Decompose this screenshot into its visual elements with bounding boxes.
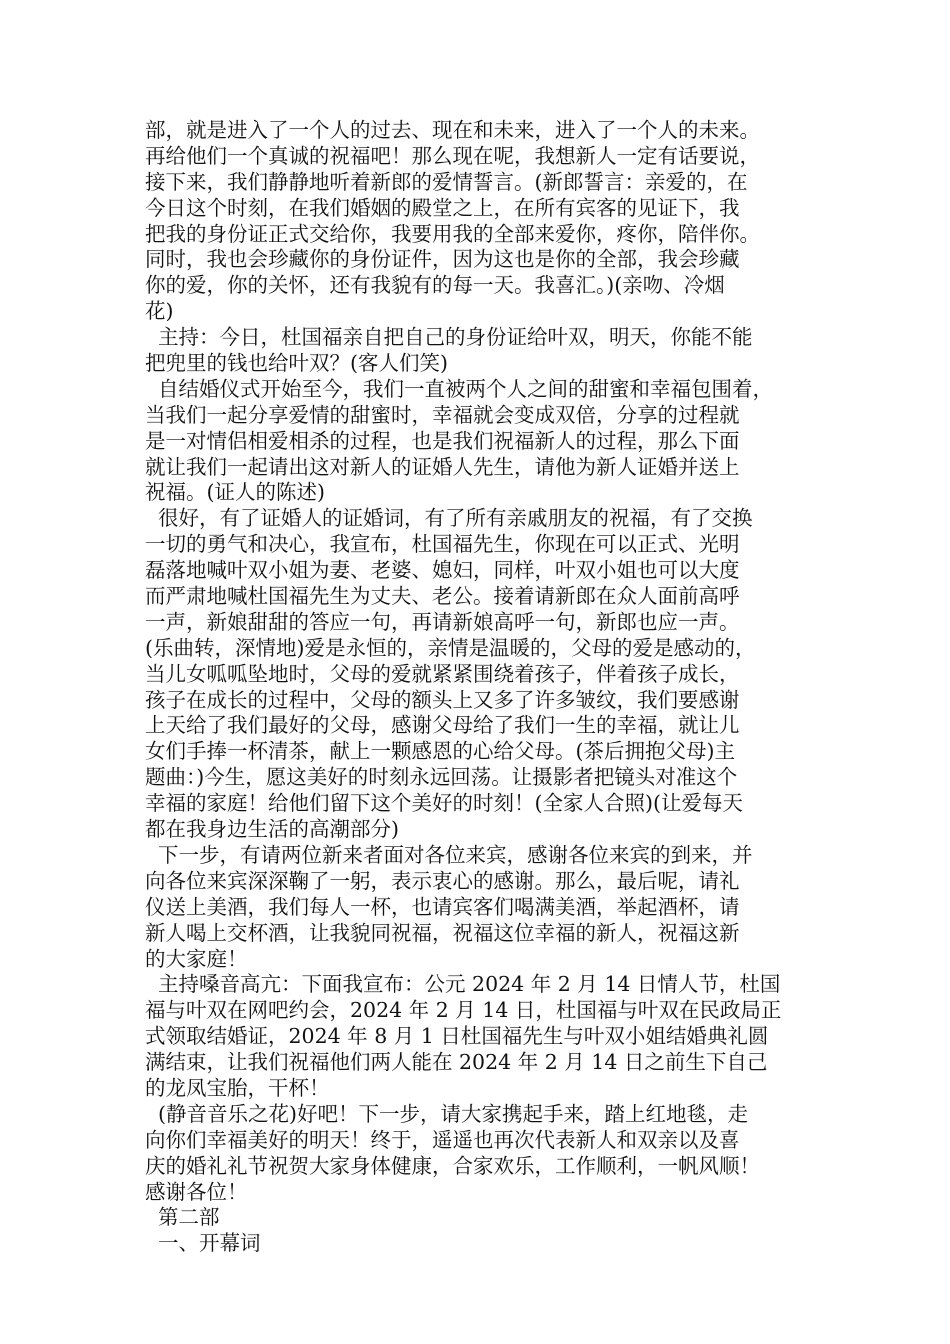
text-line: 是一对情侣相爱相杀的过程，也是我们祝福新人的过程，那么下面 bbox=[145, 428, 740, 453]
text-line: 再给他们一个真诚的祝福吧！那么现在呢，我想新人一定有话要说， bbox=[145, 143, 760, 168]
text-line: 一、开幕词 bbox=[145, 1231, 261, 1256]
text-line: 福与叶双在网吧约会，2024 年 2 月 14 日，杜国福与叶双在民政局正 bbox=[145, 998, 782, 1023]
text-line: 满结束，让我们祝福他们两人能在 2024 年 2 月 14 日之前生下自己 bbox=[145, 1050, 768, 1075]
text-line: 今日这个时刻，在我们婚姻的殿堂之上，在所有宾客的见证下，我 bbox=[145, 195, 740, 220]
text-line: 当我们一起分享爱情的甜蜜时，幸福就会变成双倍，分享的过程就 bbox=[145, 402, 740, 427]
text-line: 的大家庭！ bbox=[145, 946, 248, 971]
text-line: 同时，我也会珍藏你的身份证件，因为这也是你的全部，我会珍藏 bbox=[145, 247, 740, 272]
text-line: 主持：今日，杜国福亲自把自己的身份证给叶双，明天，你能不能 bbox=[145, 325, 753, 350]
text-line: 当儿女呱呱坠地时，父母的爱就紧紧围绕着孩子，伴着孩子成长， bbox=[145, 661, 740, 686]
text-line: (静音音乐之花)好吧！下一步，请大家携起手来，踏上红地毯，走 bbox=[145, 1101, 749, 1126]
text-line: 主持嗓音高亢：下面我宣布：公元 2024 年 2 月 14 日情人节，杜国 bbox=[145, 972, 781, 997]
text-line: 幸福的家庭！给他们留下这个美好的时刻！(全家人合照)(让爱每天 bbox=[145, 791, 743, 816]
text-line: 题曲：)今生，愿这美好的时刻永远回荡。让摄影者把镜头对准这个 bbox=[145, 765, 738, 790]
text-line: 孩子在成长的过程中，父母的额头上又多了许多皱纹，我们要感谢 bbox=[145, 687, 740, 712]
text-line: 很好，有了证婚人的证婚词，有了所有亲戚朋友的祝福，有了交换 bbox=[145, 506, 753, 531]
text-line: 仪送上美酒，我们每人一杯，也请宾客们喝满美酒，举起酒杯，请 bbox=[145, 894, 740, 919]
text-line: 把我的身份证正式交给你，我要用我的全部来爱你，疼你，陪伴你。 bbox=[145, 221, 760, 246]
text-line: (乐曲转，深情地)爱是永恒的，亲情是温暖的，父母的爱是感动的， bbox=[145, 635, 756, 660]
text-line: 都在我身边生活的高潮部分) bbox=[145, 817, 399, 842]
text-line: 向各位来宾深深鞠了一躬，表示衷心的感谢。那么，最后呢，请礼 bbox=[145, 868, 740, 893]
text-line: 祝福。(证人的陈述) bbox=[145, 480, 325, 505]
text-line: 庆的婚礼礼节祝贺大家身体健康，合家欢乐，工作顺利，一帆风顺！ bbox=[145, 1153, 760, 1178]
text-line: 向你们幸福美好的明天！终于，遥遥也再次代表新人和双亲以及喜 bbox=[145, 1127, 740, 1152]
text-line: 式领取结婚证，2024 年 8 月 1 日杜国福先生与叶双小姐结婚典礼圆 bbox=[145, 1024, 769, 1049]
text-line: 上天给了我们最好的父母，感谢父母给了我们一生的幸福，就让儿 bbox=[145, 713, 740, 738]
text-line: 一声，新娘甜甜的答应一句，再请新娘高呼一句，新郎也应一声。 bbox=[145, 609, 740, 634]
text-line: 第二部 bbox=[145, 1205, 220, 1230]
text-line: 感谢各位！ bbox=[145, 1179, 248, 1204]
text-line: 女们手捧一杯清茶，献上一颗感恩的心给父母。(茶后拥抱父母)主 bbox=[145, 739, 735, 764]
text-line: 自结婚仪式开始至今，我们一直被两个人之间的甜蜜和幸福包围着， bbox=[145, 376, 774, 401]
document-body bbox=[145, 118, 815, 1257]
text-line: 把兜里的钱也给叶双？(客人们笑) bbox=[145, 351, 448, 376]
text-line: 一切的勇气和决心，我宣布，杜国福先生，你现在可以正式、光明 bbox=[145, 532, 740, 557]
text-line: 接下来，我们静静地听着新郎的爱情誓言。(新郎誓言：亲爱的，在 bbox=[145, 169, 748, 194]
text-line: 部，就是进入了一个人的过去、现在和未来，进入了一个人的未来。 bbox=[145, 118, 760, 142]
text-line: 就让我们一起请出这对新人的证婚人先生，请他为新人证婚并送上 bbox=[145, 454, 740, 479]
text-line: 磊落地喊叶双小姐为妻、老婆、媳妇，同样，叶双小姐也可以大度 bbox=[145, 558, 740, 583]
text-line: 你的爱，你的关怀，还有我貌有的每一天。我喜汇。)(亲吻、冷烟 bbox=[145, 273, 725, 298]
text-line: 新人喝上交杯酒，让我貌同祝福，祝福这位幸福的新人，祝福这新 bbox=[145, 920, 740, 945]
text-line: 花) bbox=[145, 299, 174, 324]
text-line: 的龙凤宝胎，干杯！ bbox=[145, 1075, 330, 1100]
text-line: 而严肃地喊杜国福先生为丈夫、老公。接着请新郎在众人面前高呼 bbox=[145, 584, 740, 609]
text-line: 下一步，有请两位新来者面对各位来宾，感谢各位来宾的到来，并 bbox=[145, 842, 753, 867]
